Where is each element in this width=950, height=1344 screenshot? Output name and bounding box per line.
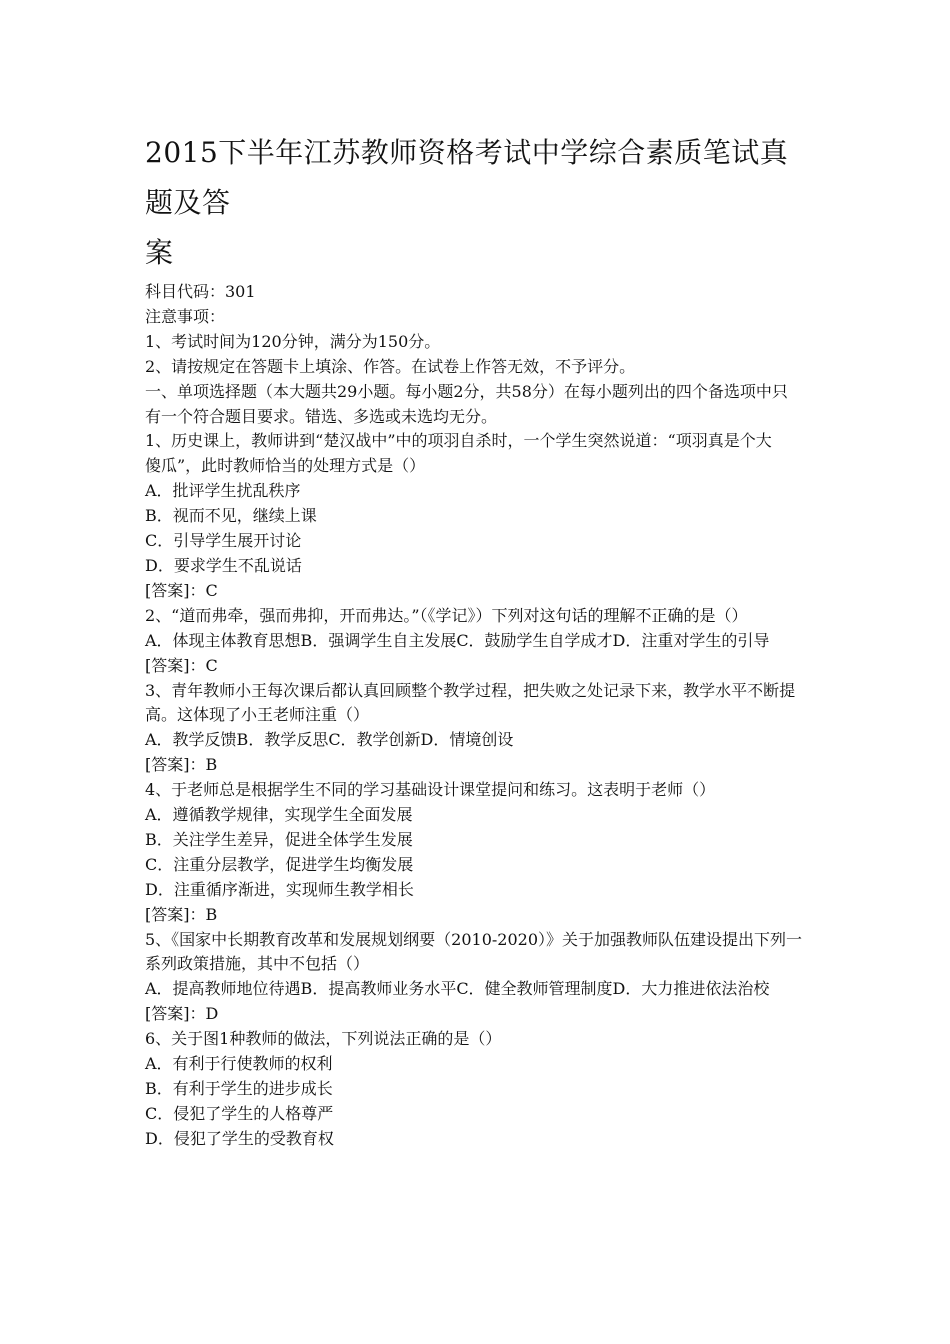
text-line: C．引导学生展开讨论 (145, 531, 302, 551)
text-line: [答案]：B (145, 904, 218, 924)
text-line: 5、《国家中长期教育改革和发展规划纲要（2010-2020）》关于加强教师队伍建设提出下列一 (145, 929, 803, 949)
text-line: 系列政策措施，其中不包括（） (145, 954, 370, 974)
text-line: 3、青年教师小王每次课后都认真回顾整个教学过程，把失败之处记录下来，教学水平不断提 (145, 680, 796, 700)
text-line: 1、历史课上，教师讲到“楚汉战中”中的项羽自杀时，一个学生突然说道：“项羽真是个大 (145, 431, 772, 451)
text-line: B．有利于学生的进步成长 (145, 1079, 333, 1098)
text-line: [答案]：C (145, 580, 218, 600)
text-line: 傻瓜”，此时教师恰当的处理方式是（） (145, 456, 426, 476)
text-line: 1、考试时间为120分钟，满分为150分。 (145, 331, 441, 351)
text-line: A．提高教师地位待遇B．提高教师业务水平C．健全教师管理制度D．大力推进依法治校 (145, 979, 770, 999)
document-page (145, 128, 815, 1152)
title-line-2: 案 (145, 236, 174, 269)
text-line: 注意事项： (145, 306, 226, 326)
text-line: 科目代码：301 (145, 282, 256, 301)
text-line: A．体现主体教育思想B．强调学生自主发展C．鼓励学生自学成才D．注重对学生的引导 (145, 630, 770, 650)
text-line: 2、“道而弗牵，强而弗抑，开而弗达。”（《学记》）下列对这句话的理解不正确的是（） (145, 605, 748, 625)
document-title (145, 128, 815, 278)
text-line: A．教学反馈B．教学反思C．教学创新D．情境创设 (145, 730, 514, 750)
title-line-1: 2015下半年江苏教师资格考试中学综合素质笔试真题及答 (145, 136, 789, 219)
text-line: D．侵犯了学生的受教育权 (145, 1128, 334, 1148)
document-body (145, 280, 815, 1152)
text-line: B．视而不见，继续上课 (145, 506, 317, 526)
text-line: 4、于老师总是根据学生不同的学习基础设计课堂提问和练习。这表明于老师（） (145, 780, 716, 800)
text-line: 高。这体现了小王老师注重（） (145, 705, 370, 725)
text-line: 6、关于图1种教师的做法，下列说法正确的是（） (145, 1029, 502, 1049)
text-line: B．关注学生差异，促进全体学生发展 (145, 829, 413, 849)
text-line: C．注重分层教学，促进学生均衡发展 (145, 854, 414, 874)
text-line: [答案]：B (145, 755, 218, 775)
text-line: D．要求学生不乱说话 (145, 555, 302, 575)
text-line: 一、单项选择题（本大题共29小题。每小题2分，共58分）在每小题列出的四个备选项中只 (145, 381, 788, 401)
text-line: D．注重循序渐进，实现师生教学相长 (145, 879, 414, 899)
text-line: C．侵犯了学生的人格尊严 (145, 1103, 334, 1123)
text-line: A．有利于行使教师的权利 (145, 1054, 333, 1074)
text-line: [答案]：C (145, 655, 218, 675)
text-line: A．遵循教学规律，实现学生全面发展 (145, 805, 413, 825)
text-line: [答案]：D (145, 1004, 219, 1024)
text-line: 有一个符合题目要求。错选、多选或未选均无分。 (145, 406, 498, 426)
text-line: 2、请按规定在答题卡上填涂、作答。在试卷上作答无效，不予评分。 (145, 356, 636, 376)
text-line: A．批评学生扰乱秩序 (145, 481, 301, 501)
